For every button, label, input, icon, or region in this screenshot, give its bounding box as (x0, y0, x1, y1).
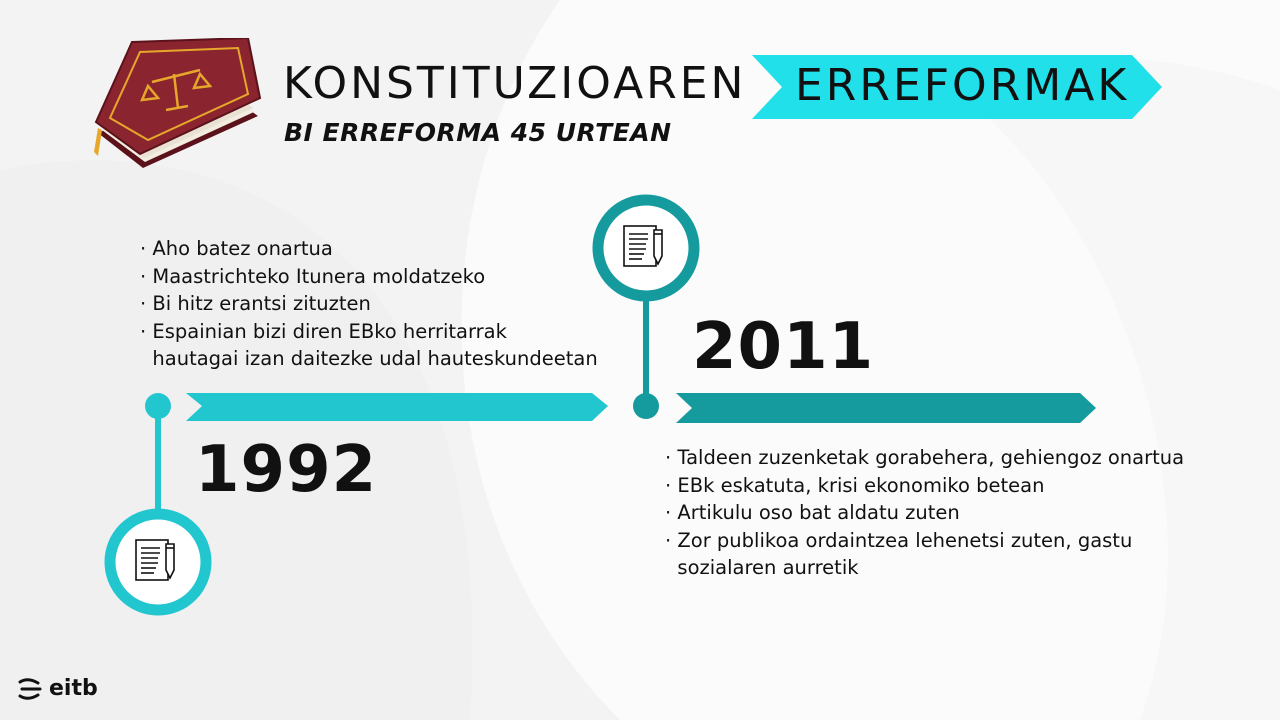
title-banner-text: ERREFORMAK (795, 60, 1130, 111)
timeline-arrow-1992 (186, 393, 608, 421)
bullet-list-2011 (665, 444, 1184, 582)
page-title: KONSTITUZIOAREN (283, 58, 747, 109)
list-item: · Bi hitz erantsi zituzten (140, 290, 598, 318)
eitb-logo (18, 676, 98, 701)
year-label-1992: 1992 (195, 433, 378, 507)
eitb-logo-text: eitb (49, 676, 98, 701)
list-item: hautagai izan daitezke udal hauteskundeetan (152, 347, 598, 370)
bullet-list-1992 (140, 235, 598, 373)
document-pen-icon (624, 226, 662, 266)
year-label-2011: 2011 (692, 310, 875, 384)
list-item: · Aho batez onartua (140, 235, 598, 263)
page-subtitle: BI ERREFORMA 45 URTEAN (284, 118, 672, 147)
eitb-logo-icon (18, 677, 46, 701)
timeline-arrow-2011 (676, 393, 1096, 423)
document-pen-icon (136, 540, 174, 580)
list-item: · Zor publikoa ordaintzea lehenetsi zuten, gastu (665, 527, 1184, 555)
list-item: sozialaren aurretik (677, 556, 859, 579)
list-item: · Artikulu oso bat aldatu zuten (665, 499, 1184, 527)
timeline-node-2011 (633, 393, 659, 419)
list-item: · Maastrichteko Itunera moldatzeko (140, 263, 598, 291)
list-item: · Taldeen zuzenketak gorabehera, gehiengoz onartua (665, 444, 1184, 472)
list-item: · EBk eskatuta, krisi ekonomiko betean (665, 472, 1184, 500)
list-item: · Espainian bizi diren EBko herritarrak (140, 318, 598, 346)
